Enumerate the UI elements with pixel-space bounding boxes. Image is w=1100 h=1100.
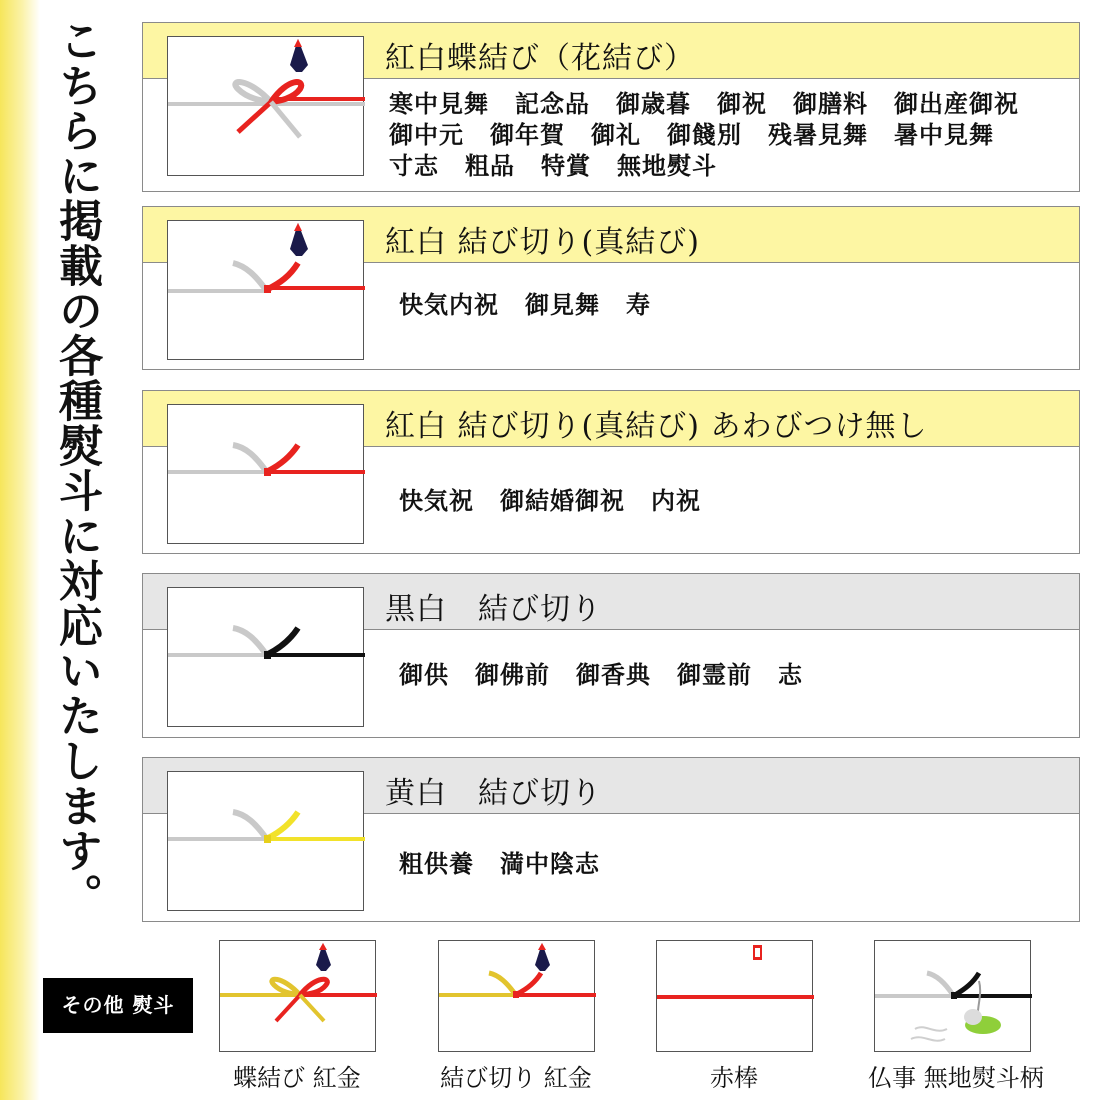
word: 満中陰志 (500, 850, 600, 878)
word: 寒中見舞 (389, 90, 489, 118)
word: 御結婚御祝 (500, 487, 625, 515)
card-title: 紅白 結び切り(真結び) (385, 225, 700, 260)
other-caption: 仏事 無地熨斗柄 (868, 1064, 1044, 1092)
word: 寿 (626, 291, 651, 319)
card-cut-red-white-no-awabi (142, 390, 1080, 554)
card-title: 黒白 結び切り (385, 592, 602, 627)
other-thumb-red-bar (656, 940, 813, 1052)
card-title: 紅白 結び切り(真結び) あわびつけ無し (385, 409, 928, 444)
card-word-list (399, 290, 677, 321)
card-title: 紅白蝶結び（花結び） (385, 41, 695, 76)
word: 内祝 (651, 487, 701, 515)
card-bow-red-white (142, 22, 1080, 192)
noshi-thumbnail (167, 587, 364, 727)
word: 志 (778, 661, 803, 689)
card-title: 黄白 結び切り (385, 776, 602, 811)
other-caption: 赤棒 (710, 1064, 758, 1092)
other-thumb-bow-gold-red (219, 940, 376, 1052)
word: 快気内祝 (399, 291, 499, 319)
word: 御供 (399, 661, 449, 689)
word: 記念品 (515, 90, 590, 118)
other-thumb-cut-gold-red (438, 940, 595, 1052)
word: 御祝 (717, 90, 767, 118)
word: 特賞 (541, 152, 591, 180)
word: 無地熨斗 (617, 152, 717, 180)
word: 御霊前 (677, 661, 752, 689)
word: 御中元 (389, 121, 464, 149)
word: 御餞別 (667, 121, 742, 149)
word: 御膳料 (793, 90, 868, 118)
card-word-list (399, 660, 829, 691)
word: 御礼 (591, 121, 641, 149)
noshi-thumbnail (167, 771, 364, 911)
word: 御歳暮 (616, 90, 691, 118)
word: 粗供養 (399, 850, 474, 878)
side-gradient-strip (0, 0, 40, 1100)
card-word-list (399, 849, 626, 880)
card-cut-yellow-white (142, 757, 1080, 922)
word: 御出産御祝 (894, 90, 1019, 118)
word: 御佛前 (475, 661, 550, 689)
card-cut-black-white (142, 573, 1080, 738)
card-cut-red-white (142, 206, 1080, 370)
word: 快気祝 (399, 487, 474, 515)
vertical-heading: こちらに掲載の各種熨斗に対応いたします。 (51, 18, 102, 918)
word: 御香典 (576, 661, 651, 689)
card-word-list (399, 486, 727, 517)
word: 粗品 (465, 152, 515, 180)
word: 残暑見舞 (768, 121, 868, 149)
word: 寸志 (389, 152, 439, 180)
word: 御年賀 (490, 121, 565, 149)
other-caption: 結び切り 紅金 (440, 1064, 592, 1092)
word: 御見舞 (525, 291, 600, 319)
other-thumb-buddhist-lotus (874, 940, 1031, 1052)
noshi-thumbnail (167, 36, 364, 176)
card-word-list (389, 89, 1069, 182)
other-caption: 蝶結び 紅金 (233, 1064, 361, 1092)
other-noshi-label: その他 熨斗 (43, 978, 193, 1033)
word: 暑中見舞 (894, 121, 994, 149)
noshi-thumbnail (167, 220, 364, 360)
noshi-thumbnail (167, 404, 364, 544)
